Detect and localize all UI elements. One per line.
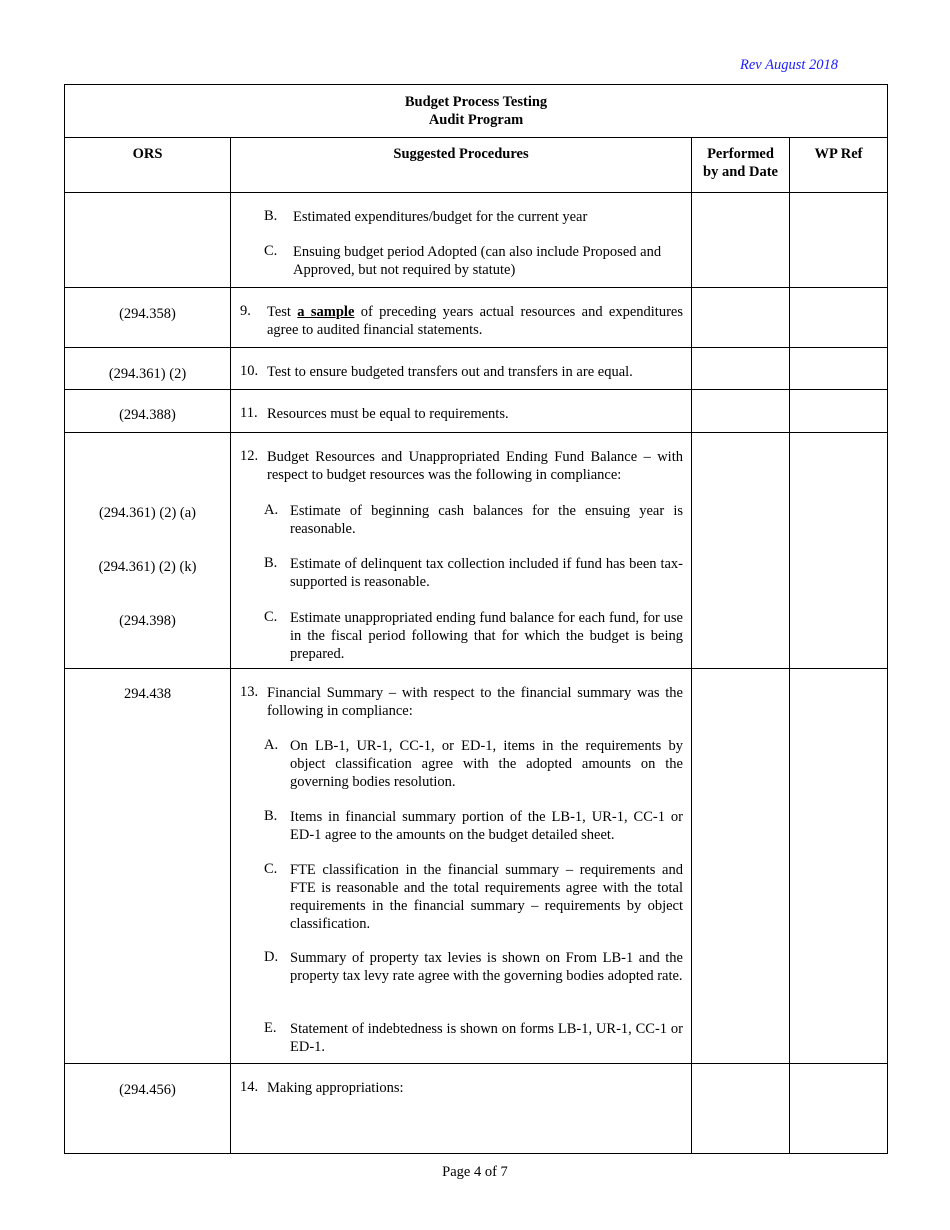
wpref-cell bbox=[790, 193, 888, 288]
table-row bbox=[65, 1064, 888, 1154]
item-label: C. bbox=[264, 861, 278, 877]
column-header-ors: ORS bbox=[65, 138, 231, 193]
performed-cell bbox=[692, 348, 790, 390]
procedure-text: Estimate of beginning cash balances for the ensuing year is reasonable. bbox=[290, 503, 683, 537]
ors-reference: (294.361) (2) (a) bbox=[98, 505, 197, 521]
wpref-cell bbox=[790, 348, 888, 390]
ors-cell bbox=[65, 390, 231, 433]
item-number: 14. bbox=[240, 1079, 259, 1095]
procedure-cell bbox=[231, 433, 692, 669]
ors-cell bbox=[65, 193, 231, 288]
procedure-cell bbox=[231, 1064, 692, 1154]
procedure-text: Estimated expenditures/budget for the current year bbox=[293, 209, 588, 225]
procedure-cell bbox=[231, 669, 692, 1064]
item-label: B. bbox=[264, 555, 278, 571]
table-row bbox=[65, 288, 888, 348]
item-number: 13. bbox=[240, 684, 259, 700]
item-label: B. bbox=[264, 208, 278, 224]
title-row bbox=[65, 85, 888, 138]
procedure-text: Summary of property tax levies is shown on From LB-1 and the property tax levy rate agree with the governing bodies adopted rate. bbox=[290, 950, 683, 984]
procedure-text: Budget Resources and Unappropriated Ending Fund Balance – with respect to budget resources was the following in compliance: bbox=[267, 449, 683, 483]
item-label: C. bbox=[264, 609, 278, 625]
procedure-text: Ensuing budget period Adopted (can also include Proposed and Approved, but not required by statute) bbox=[293, 244, 662, 278]
item-number: 9. bbox=[240, 303, 251, 319]
procedure-text: On LB-1, UR-1, CC-1, or ED-1, items in the requirements by object classification agree with the adopted amounts on the governing bodies resolution. bbox=[290, 738, 683, 790]
table-title bbox=[65, 85, 888, 138]
procedure-cell bbox=[231, 348, 692, 390]
text-part: of preceding years actual resources and expenditures agree to audited financial statements. bbox=[267, 304, 683, 338]
item-label: A. bbox=[264, 737, 279, 753]
wpref-cell bbox=[790, 433, 888, 669]
wpref-cell bbox=[790, 390, 888, 433]
item-label: C. bbox=[264, 243, 278, 259]
item-label: E. bbox=[264, 1020, 277, 1036]
performed-cell bbox=[692, 433, 790, 669]
item-number: 12. bbox=[240, 448, 259, 464]
wpref-cell bbox=[790, 669, 888, 1064]
procedure-text: Items in financial summary portion of the LB-1, UR-1, CC-1 or ED-1 agree to the amounts on the budget detailed sheet. bbox=[290, 809, 683, 843]
performed-cell bbox=[692, 669, 790, 1064]
procedure-text: Estimate unappropriated ending fund balance for each fund, for use in the fiscal period following that for which the budget is being prepared. bbox=[290, 610, 683, 662]
emphasis-text: a sample bbox=[297, 304, 355, 320]
procedure-text: FTE classification in the financial summary – requirements and FTE is reasonable and the total requirements agree with the total requirements in the financial summary – requirements by object classification. bbox=[290, 862, 683, 932]
page-number: Page 4 of 7 bbox=[442, 1164, 508, 1180]
text-part: Test bbox=[267, 304, 298, 320]
ors-cell bbox=[65, 669, 231, 1064]
performed-line-1: Performed bbox=[707, 146, 774, 162]
procedure-text: Test to ensure budgeted transfers out and transfers in are equal. bbox=[267, 364, 633, 380]
ors-cell bbox=[65, 288, 231, 348]
procedure-text: Statement of indebtedness is shown on forms LB-1, UR-1, CC-1 or ED-1. bbox=[290, 1021, 683, 1055]
performed-line-2: by and Date bbox=[703, 164, 778, 180]
ors-cell bbox=[65, 348, 231, 390]
ors-reference: (294.361) (2) (k) bbox=[98, 559, 197, 575]
column-header-performed bbox=[692, 138, 790, 193]
procedure-text: Making appropriations: bbox=[267, 1080, 404, 1096]
table-row bbox=[65, 433, 888, 669]
title-line-2: Audit Program bbox=[428, 112, 524, 128]
procedure-cell bbox=[231, 390, 692, 433]
table-row bbox=[65, 669, 888, 1064]
column-header-wpref: WP Ref bbox=[790, 138, 888, 193]
item-number: 11. bbox=[240, 405, 258, 421]
ors-cell bbox=[65, 433, 231, 669]
performed-cell bbox=[692, 390, 790, 433]
table-row bbox=[65, 390, 888, 433]
ors-reference: (294.456) bbox=[119, 1082, 176, 1098]
procedure-cell bbox=[231, 193, 692, 288]
procedure-text bbox=[267, 303, 683, 339]
ors-reference: 294.438 bbox=[123, 686, 172, 702]
table-row bbox=[65, 193, 888, 288]
procedure-cell bbox=[231, 288, 692, 348]
revision-date: Rev August 2018 bbox=[740, 57, 838, 73]
audit-program-table bbox=[64, 84, 888, 1154]
table-row bbox=[65, 348, 888, 390]
performed-cell bbox=[692, 1064, 790, 1154]
procedure-text: Financial Summary – with respect to the financial summary was the following in compliance: bbox=[267, 685, 683, 719]
item-label: D. bbox=[264, 949, 279, 965]
performed-cell bbox=[692, 193, 790, 288]
wpref-cell bbox=[790, 1064, 888, 1154]
ors-reference: (294.388) bbox=[119, 407, 176, 423]
procedure-text: Resources must be equal to requirements. bbox=[267, 406, 509, 422]
performed-cell bbox=[692, 288, 790, 348]
item-label: A. bbox=[264, 502, 279, 518]
item-number: 10. bbox=[240, 363, 259, 379]
wpref-cell bbox=[790, 288, 888, 348]
ors-reference: (294.398) bbox=[119, 613, 176, 629]
ors-reference: (294.358) bbox=[119, 306, 176, 322]
header-row bbox=[65, 138, 888, 193]
column-header-procedures: Suggested Procedures bbox=[231, 138, 692, 193]
ors-reference: (294.361) (2) bbox=[108, 366, 187, 382]
ors-cell bbox=[65, 1064, 231, 1154]
title-line-1: Budget Process Testing bbox=[404, 94, 548, 110]
item-label: B. bbox=[264, 808, 278, 824]
procedure-text: Estimate of delinquent tax collection included if fund has been tax-supported is reasonable. bbox=[290, 556, 683, 590]
